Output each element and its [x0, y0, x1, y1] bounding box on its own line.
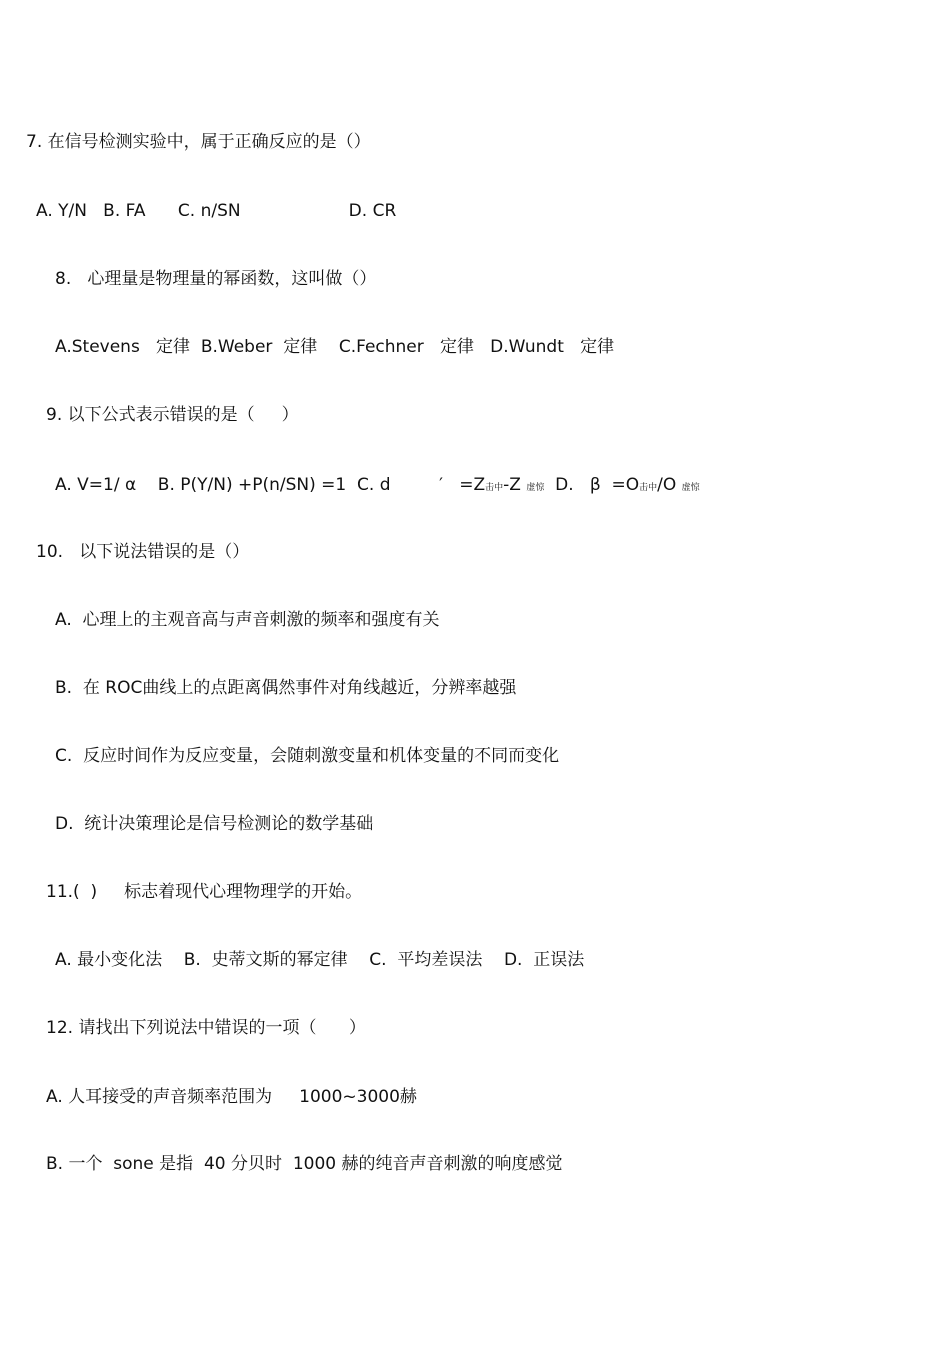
question-10-option-c: C. 反应时间作为反应变量，会随刺激变量和机体变量的不同而变化: [55, 746, 560, 766]
formula-text: -Z: [503, 475, 527, 495]
question-11-stem: 11.( ) 标志着现代心理物理学的开始。: [46, 882, 363, 902]
question-12-option-a: A. 人耳接受的声音频率范围为 1000~3000赫: [46, 1087, 417, 1107]
formula-subscript: 虚惊: [681, 483, 700, 493]
question-10-stem: 10. 以下说法错误的是（）: [36, 542, 250, 562]
formula-subscript: 虚惊: [526, 483, 545, 493]
question-7-options: A. Y/N B. FA C. n/SN D. CR: [36, 201, 397, 221]
question-8-options: A.Stevens 定律 B.Weber 定律 C.Fechner 定律 D.Wundt 定律: [55, 337, 615, 357]
question-12-option-b: B. 一个 sone 是指 40 分贝时 1000 赫的纯音声音刺激的响度感觉: [46, 1154, 563, 1174]
question-10-option-b: B. 在 ROC曲线上的点距离偶然事件对角线越近，分辨率越强: [55, 678, 517, 698]
question-10-option-d: D. 统计决策理论是信号检测论的数学基础: [55, 814, 374, 834]
formula-text: D. β =O: [544, 475, 640, 495]
formula-text: A. V=1/ α B. P(Y/N) +P(n/SN) =1 C. d ′ =Z: [55, 475, 486, 495]
formula-subscript: 击中: [639, 483, 658, 493]
question-11-options: A. 最小变化法 B. 史蒂文斯的幂定律 C. 平均差误法 D. 正误法: [55, 950, 585, 970]
question-7-stem: 7. 在信号检测实验中，属于正确反应的是（）: [26, 132, 371, 152]
question-9-stem: 9. 以下公式表示错误的是（ ）: [46, 405, 299, 425]
question-12-stem: 12. 请找出下列说法中错误的一项（ ）: [46, 1018, 366, 1038]
question-8-stem: 8. 心理量是物理量的幂函数，这叫做（）: [55, 269, 377, 289]
question-9-options: [55, 474, 700, 499]
formula-text: /O: [657, 475, 682, 495]
question-10-option-a: A. 心理上的主观音高与声音刺激的频率和强度有关: [55, 610, 440, 630]
formula-subscript: 击中: [485, 483, 504, 493]
